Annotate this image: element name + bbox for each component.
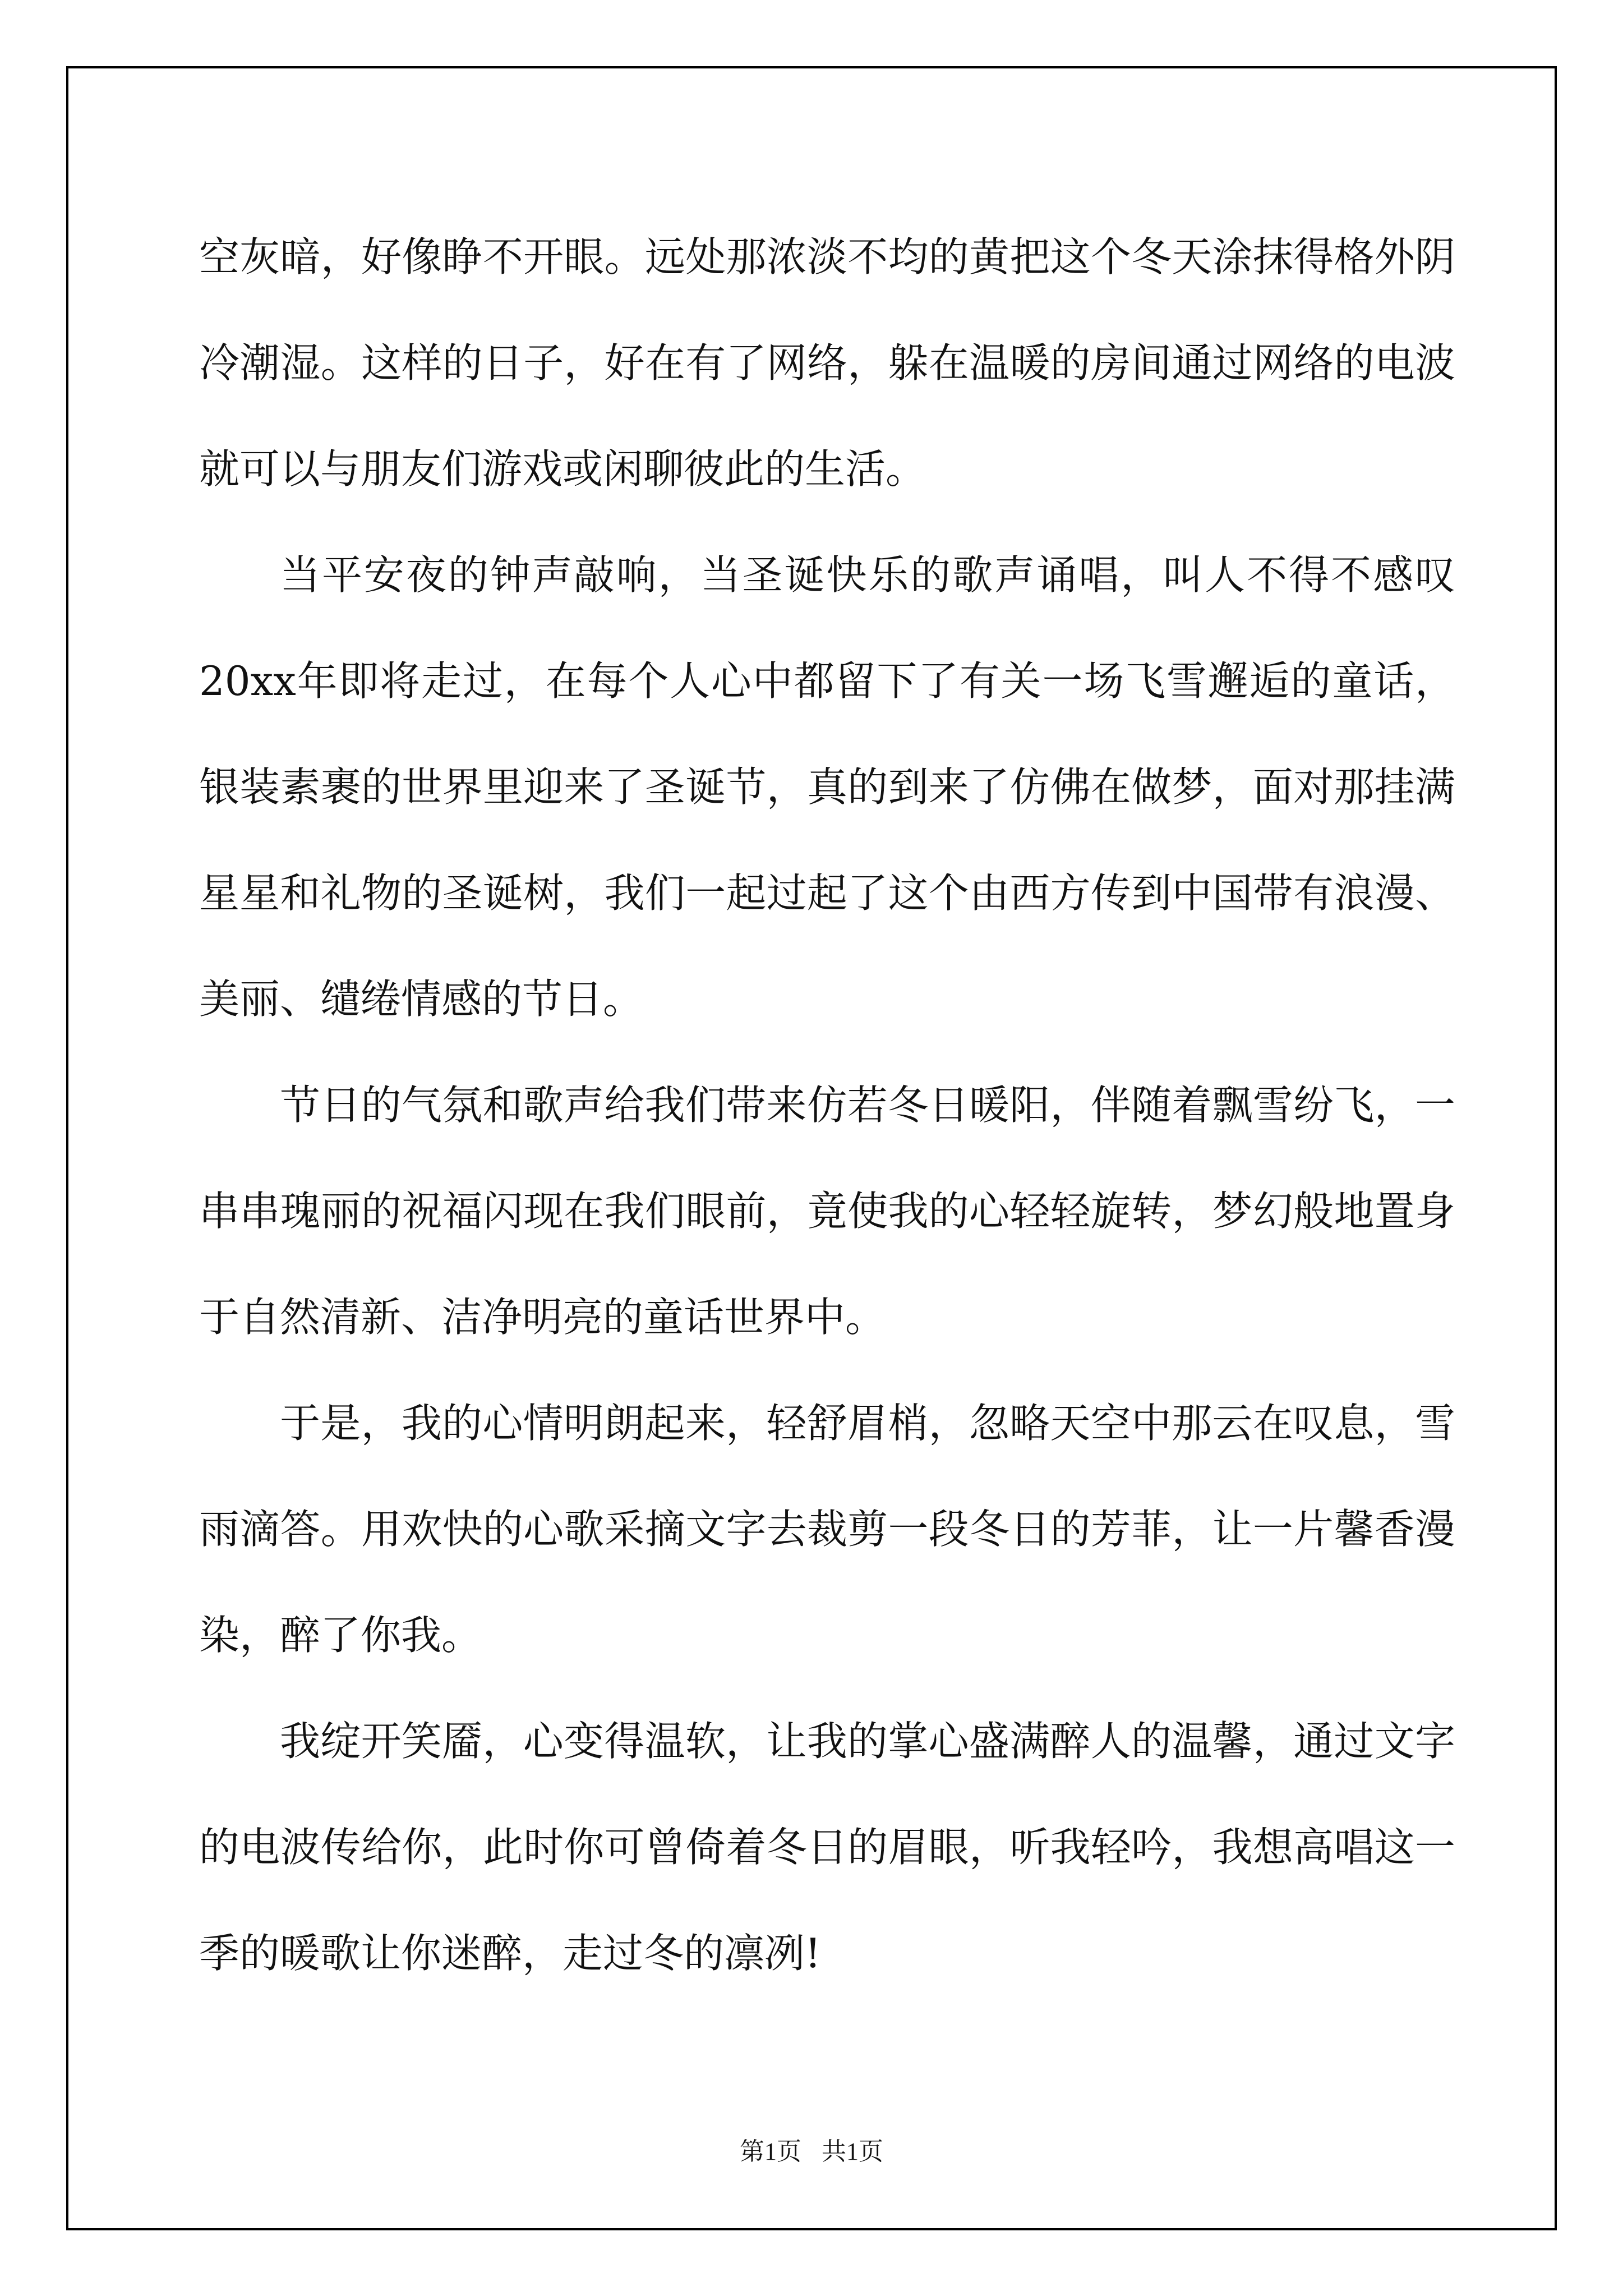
paragraph-3: 节日的气氛和歌声给我们带来仿若冬日暖阳，伴随着飘雪纷飞，一串串瑰丽的祝福闪现在我们眼前，竟使我的心轻轻旋转，梦幻般地置身于自然清新、洁净明亮的童话世界中。 [199,1082,1455,1341]
page-footer [0,2131,1623,2167]
document-body [199,204,1455,2007]
paragraph-4: 于是，我的心情明朗起来，轻舒眉梢，忽略天空中那云在叹息，雪雨滴答。用欢快的心歌采摘文字去裁剪一段冬日的芳菲，让一片馨香漫染，醉了你我。 [199,1400,1455,1659]
paragraph-2: 当平安夜的钟声敲响，当圣诞快乐的歌声诵唱，叫人不得不感叹20xx年即将走过，在每个人心中都留下了有关一场飞雪邂逅的童话，银装素裹的世界里迎来了圣诞节，真的到来了仿佛在做梦，面对那挂满星星和礼物的圣诞树，我们一起过起了这个由西方传到中国带有浪漫、美丽、缱绻情感的节日。 [199,551,1455,1023]
page-number: 第1页 [740,2138,801,2165]
paragraph-1: 空灰暗，好像睁不开眼。远处那浓淡不均的黄把这个冬天涂抹得格外阴冷潮湿。这样的日子，好在有了网络，躲在温暖的房间通过网络的电波就可以与朋友们游戏或闲聊彼此的生活。 [199,233,1455,493]
page-total: 共1页 [822,2138,883,2165]
paragraph-5: 我绽开笑靥，心变得温软，让我的掌心盛满醉人的温馨，通过文字的电波传给你，此时你可曾倚着冬日的眉眼，听我轻吟，我想高唱这一季的暖歌让你迷醉，走过冬的凛冽! [199,1718,1455,1977]
